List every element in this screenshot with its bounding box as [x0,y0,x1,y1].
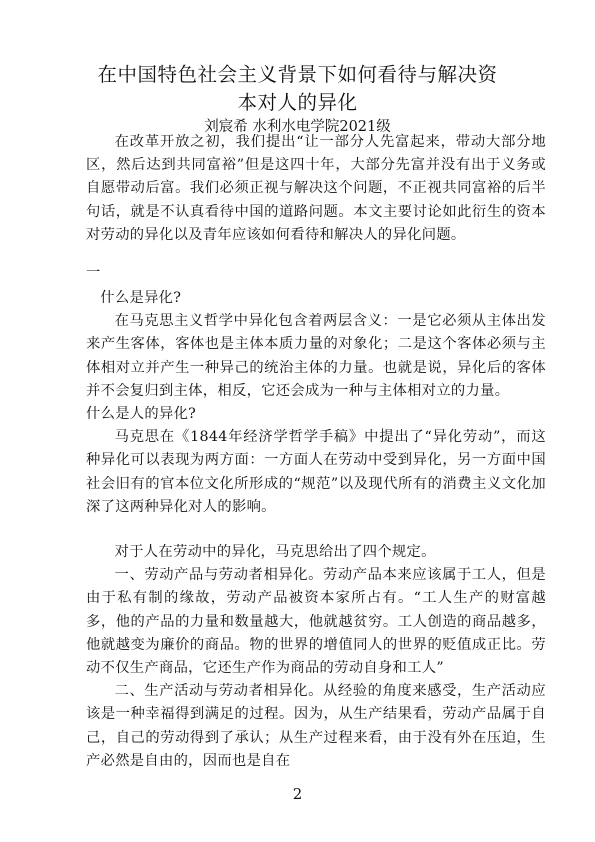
paragraph-rule-two: 二、生产活动与劳动者相异化。从经验的角度来感受，生产活动应该是一种幸福得到满足的过程。因为，从生产结果看，劳动产品属于自己，自己的劳动得到了承认；从生产过程来看，由于没有外在压迫，生产必然是自由的，因而也是自在 [86,683,546,769]
paragraph-rule-one: 一、劳动产品与劳动者相异化。劳动产品本来应该属于工人，但是由于私有制的缘故，劳动产品被资本家所占有。“工人生产的财富越多，他的产品的力量和数量越大，他就越贫穷。工人创造的商品越多，他就越变为廉价的商品。物的世界的增值同人的世界的贬值成正比。劳动不仅生产商品，它还生产作为商品的劳动自身和工人” [86,567,546,677]
section-marker-block [86,262,546,285]
intro-paragraph: 在改革开放之初，我们提出“让一部分人先富起来，带动大部分地区，然后达到共同富裕”但是这四十年，大部分先富并没有出于义务或自愿带动后富。我们必须正视与解决这个问题，不正视共同富裕的后半句话，就是不认真看待中国的道路问题。本文主要讨论如此衍生的资本对劳动的异化以及青年应该如何看待和解决人的异化问题。 [86,134,546,243]
paragraph-alienation-definition: 在马克思主义哲学中异化包含着两层含义：一是它必须从主体出发来产生客体，客体也是主体本质力量的对象化；二是这个客体必须与主体相对立并产生一种异己的统治主体的力量。也就是说，异化后的客体并不会复归到主体，相反，它还会成为一种与主体相对立的力量。 [86,313,546,399]
section-one-block [86,287,546,519]
author-byline: 刘宸希 水利水电学院2021级 [204,119,391,135]
document-title-line-1: 在中国特色社会主义背景下如何看待与解决资 [97,63,498,86]
paragraph-human-alienation: 马克思在《1844年经济学哲学手稿》中提出了“异化劳动”，而这种异化可以表现为两方面：一方面人在劳动中受到异化，另一方面中国社会旧有的官本位文化所形成的“规范”以及现代所有的消费主义文化加深了这两种异化对人的影响。 [86,429,546,515]
document-title-line-2: 本对人的异化 [237,91,358,114]
page-number: 2 [292,785,303,803]
question-heading-2: 什么是人的异化? [86,406,197,423]
intro-block [86,131,546,247]
question-heading-1: 什么是异化? [100,290,182,306]
section-two-block [86,541,546,773]
paragraph-four-rules: 对于人在劳动中的异化，马克思给出了四个规定。 [114,544,436,560]
section-marker: 一 [86,265,101,281]
